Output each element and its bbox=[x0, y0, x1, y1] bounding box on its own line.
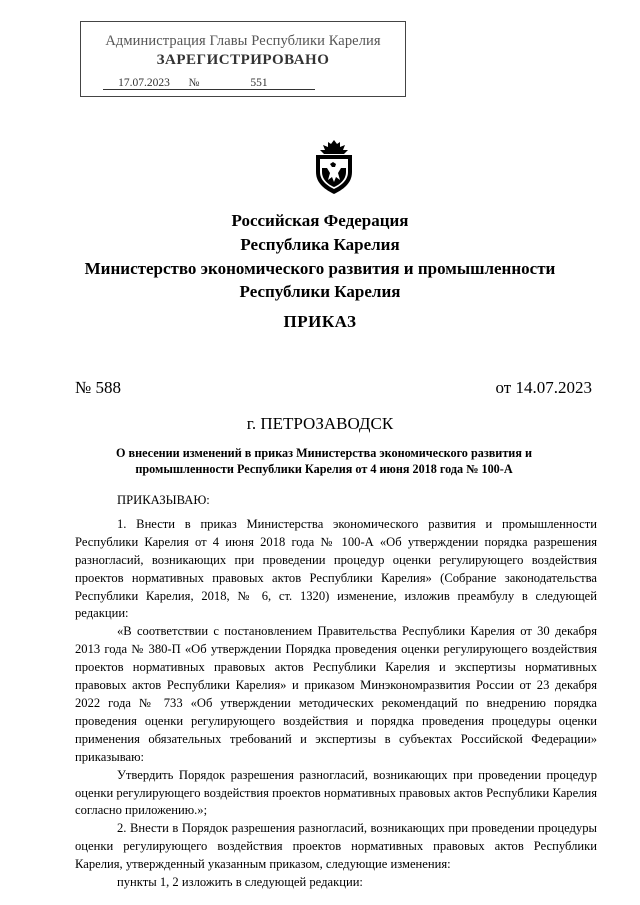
header-country: Российская Федерация bbox=[231, 211, 409, 230]
paragraph-2: 2. Внести в Порядок разрешения разногласий, возникающих при проведении процедуры оценки регулирующего воздействия проектов нормативных правовых актов Республики Карелия, утвержденный указанным приказом, следующие изменения: bbox=[75, 821, 597, 872]
header-ministry: Министерство экономического развития и промышленности bbox=[84, 259, 556, 278]
karelia-coat-of-arms-icon bbox=[312, 140, 356, 194]
paragraph-approve: Утвердить Порядок разрешения разногласий, возникающих при проведении процедур оценки регулирующего воздействия проектов нормативных правовых актов Республики Карелия согласно приложению.»; bbox=[75, 767, 597, 818]
stamp-organization: Администрация Главы Республики Карелия bbox=[105, 33, 381, 49]
header-ministry-republic: Республики Карелия bbox=[239, 282, 401, 301]
paragraph-preamble: «В соответствии с постановлением Правительства Республики Карелия от 30 декабря 2013 года № 380-П «Об утверждении Порядка проведения оценки регулирующего воздействия проектов нормативных правовых актов Республики Карелия и экспертизы нормативных правовых актов Республики Карелия» и приказом Минэкономразвития России от 23 декабря 2022 года № 733 «Об утверждении методических рекомендаций по внедрению порядка проведения оценки регулирующего воздействия и порядка проведения процедуры оценки применения обязательных требований и экспертизы в субъектах Российской Федерации» приказываю: bbox=[75, 624, 597, 764]
stamp-number-sign: № bbox=[185, 77, 203, 90]
header-republic: Республика Карелия bbox=[240, 235, 400, 254]
document-title: О внесении изменений в приказ Министерства экономического развития и промышленности Республики Карелия от 4 июня 2018 года № 100-А bbox=[115, 446, 532, 476]
document-body bbox=[75, 486, 597, 892]
document-city: г. ПЕТРОЗАВОДСК bbox=[246, 414, 394, 433]
order-intro: ПРИКАЗЫВАЮ: bbox=[117, 493, 210, 507]
registration-stamp bbox=[80, 21, 406, 97]
document-date: от 14.07.2023 bbox=[495, 378, 592, 397]
stamp-date: 17.07.2023 bbox=[103, 77, 185, 90]
stamp-status: ЗАРЕГИСТРИРОВАНО bbox=[156, 52, 330, 68]
paragraph-1: 1. Внести в приказ Министерства экономического развития и промышленности Республики Карелия от 4 июня 2018 года № 100-А «Об утверждении порядка разрешения разногласий, возникающих при проведении процедур оценки регулирующего воздействия проектов нормативных правовых актов Республики Карелия» (Собрание законодательства Республики Карелия, 2018, № 6, ст. 1320) изменение, изложив преамбулу в следующей редакции: bbox=[75, 516, 597, 621]
document-type: ПРИКАЗ bbox=[283, 312, 357, 331]
paragraph-items: пункты 1, 2 изложить в следующей редакции: bbox=[117, 875, 363, 890]
document-number: № 588 bbox=[75, 378, 121, 397]
stamp-registration-line bbox=[103, 77, 315, 90]
stamp-number: 551 bbox=[203, 77, 315, 90]
